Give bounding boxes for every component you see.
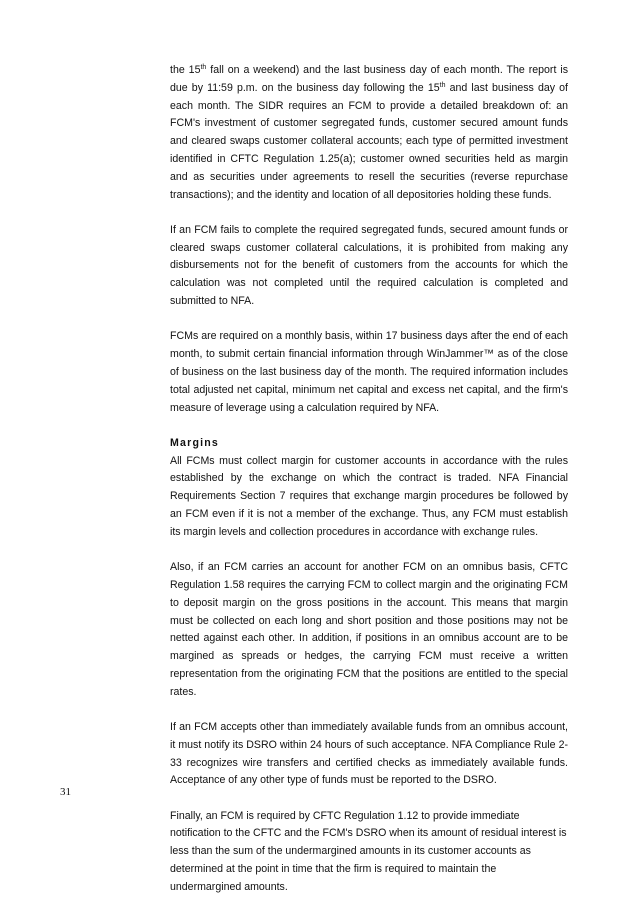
superscript: th	[200, 64, 207, 71]
body-text	[170, 62, 568, 914]
paragraph-sidr: the 15th fall on a weekend) and the last business day of each month. The report is due by 11:59 p.m. on the business day following the 15th and last business day of each month. The SIDR requires an FCM to provide a detailed breakdown of: an FCM's investment of customer segregated funds, customer secured amount funds and cleared swaps customer collateral accounts; each type of permitted investment identified in CFTC Regulation 1.25(a); customer owned securities held as margin and as securities under agreements to resell the securities (reverse repurchase transactions); and the identity and location of all depositories holding these funds.	[170, 64, 568, 201]
superscript: th	[439, 81, 446, 89]
paragraph-available-funds: If an FCM accepts other than immediately available funds from an omnibus account, it must notify its DSRO within 24 hours of such acceptance. NFA Compliance Rule 2-33 recognizes wire transfers and certified checks as immediately available funds. Acceptance of any other type of funds must be reported to the DSRO.	[170, 721, 568, 787]
paragraph-margin-rules: All FCMs must collect margin for customer accounts in accordance with the rules established by the exchange on which the contract is traded. NFA Financial Requirements Section 7 requires that exchange margin procedures be followed by an FCM even if it is not a member of the exchange. Thus, any FCM must establish its margin levels and collection procedures in accordance with exchange rules.	[170, 454, 568, 538]
paragraph-notification: Finally, an FCM is required by CFTC Regulation 1.12 to provide immediate notification to the CFTC and the FCM's DSRO when its amount of residual interest is less than the sum of the undermargined amounts in its customer accounts as determined at the point in time that the firm is required to maintain the undermargined amounts.	[170, 809, 567, 893]
paragraph-prohibition: If an FCM fails to complete the required segregated funds, secured amount funds or cleared swaps customer collateral calculations, it is prohibited from making any disbursements not for the benefit of customers from the accounts for which the calculation was not completed until the required calculation is completed and submitted to NFA.	[170, 223, 568, 308]
paragraph-omnibus: Also, if an FCM carries an account for another FCM on an omnibus basis, CFTC Regulation 1.58 requires the carrying FCM to collect margin and the originating FCM to deposit margin on the gross positions in the account. This means that margin must be collected on each long and short position and those positions may not be netted against each other. In addition, if positions in an omnibus account are to be margined as spreads or hedges, the carrying FCM must receive a written representation from the originating FCM that the positions are entitled to the special rates.	[170, 561, 568, 698]
section-heading-margins: Margins	[170, 436, 220, 449]
page-number: 31	[60, 786, 71, 798]
paragraph-monthly-reporting: FCMs are required on a monthly basis, within 17 business days after the end of each month, to submit certain financial information through WinJammer™ as of the close of business on the last business day of the month. The required information includes total adjusted net capital, minimum net capital and excess net capital, and the firm's measure of leverage using a calculation required by NFA.	[170, 330, 568, 414]
